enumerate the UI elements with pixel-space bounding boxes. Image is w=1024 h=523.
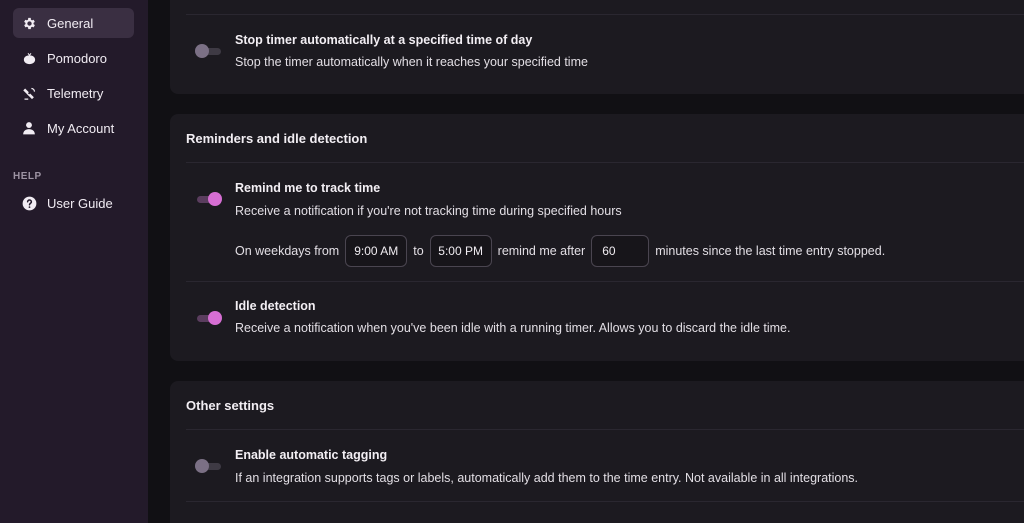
divider <box>186 429 1024 430</box>
to-label: to <box>413 244 424 258</box>
sidebar-item-general[interactable] <box>13 8 134 38</box>
remind-title: Remind me to track time <box>235 181 381 195</box>
remind-toggle[interactable] <box>195 191 223 207</box>
divider <box>186 162 1024 163</box>
idle-detection-description: Receive a notification when you've been idle with a running timer. Allows you to discard the idle time. <box>235 321 791 335</box>
from-time-input[interactable]: 9:00 AM <box>345 235 407 267</box>
to-time-input[interactable]: 5:00 PM <box>430 235 492 267</box>
divider <box>186 281 1024 282</box>
sidebar <box>0 0 148 523</box>
remind-schedule-row <box>235 235 885 267</box>
other-settings-card <box>170 381 1024 523</box>
stop-timer-toggle[interactable] <box>195 43 223 59</box>
main-content <box>148 0 1024 523</box>
sidebar-item-label: General <box>47 15 94 31</box>
sidebar-item-label: Telemetry <box>47 85 104 101</box>
idle-detection-toggle[interactable] <box>195 310 223 326</box>
minutes-suffix: minutes since the last time entry stopped. <box>655 244 886 258</box>
sidebar-item-label: User Guide <box>47 195 113 211</box>
auto-tagging-toggle[interactable] <box>195 458 223 474</box>
divider <box>186 14 1024 15</box>
remind-description: Receive a notification if you're not tracking time during specified hours <box>235 204 622 218</box>
satellite-icon <box>21 85 37 101</box>
divider <box>186 501 1024 502</box>
toggle-knob <box>208 311 222 325</box>
minutes-input[interactable]: 60 <box>591 235 649 267</box>
after-label: remind me after <box>497 244 586 258</box>
idle-detection-title: Idle detection <box>235 299 316 313</box>
stop-timer-description: Stop the timer automatically when it reaches your specified time <box>235 55 588 69</box>
toggle-knob <box>195 459 209 473</box>
sidebar-item-label: Pomodoro <box>47 50 107 66</box>
sidebar-item-label: My Account <box>47 120 115 136</box>
timer-settings-card <box>170 0 1024 94</box>
auto-tagging-description: If an integration supports tags or labels, automatically add them to the time entry. Not available in all integrations. <box>235 471 859 485</box>
toggle-knob <box>195 44 209 58</box>
toggle-knob <box>208 192 222 206</box>
reminders-section-title: Reminders and idle detection <box>186 131 368 146</box>
help-section-header: HELP <box>13 171 42 182</box>
pomodoro-icon <box>21 50 37 66</box>
user-icon <box>21 120 37 136</box>
auto-tagging-title: Enable automatic tagging <box>235 448 388 462</box>
question-icon <box>21 195 37 211</box>
sidebar-item-pomodoro[interactable] <box>13 43 134 73</box>
sidebar-item-user-guide[interactable] <box>13 188 134 218</box>
gear-icon <box>21 15 37 31</box>
stop-timer-title: Stop timer automatically at a specified time of day <box>235 33 533 47</box>
sidebar-item-my-account[interactable] <box>13 113 134 143</box>
weekdays-label: On weekdays from <box>235 244 340 258</box>
reminders-card <box>170 114 1024 361</box>
sidebar-item-telemetry[interactable] <box>13 78 134 108</box>
other-section-title: Other settings <box>186 398 275 413</box>
